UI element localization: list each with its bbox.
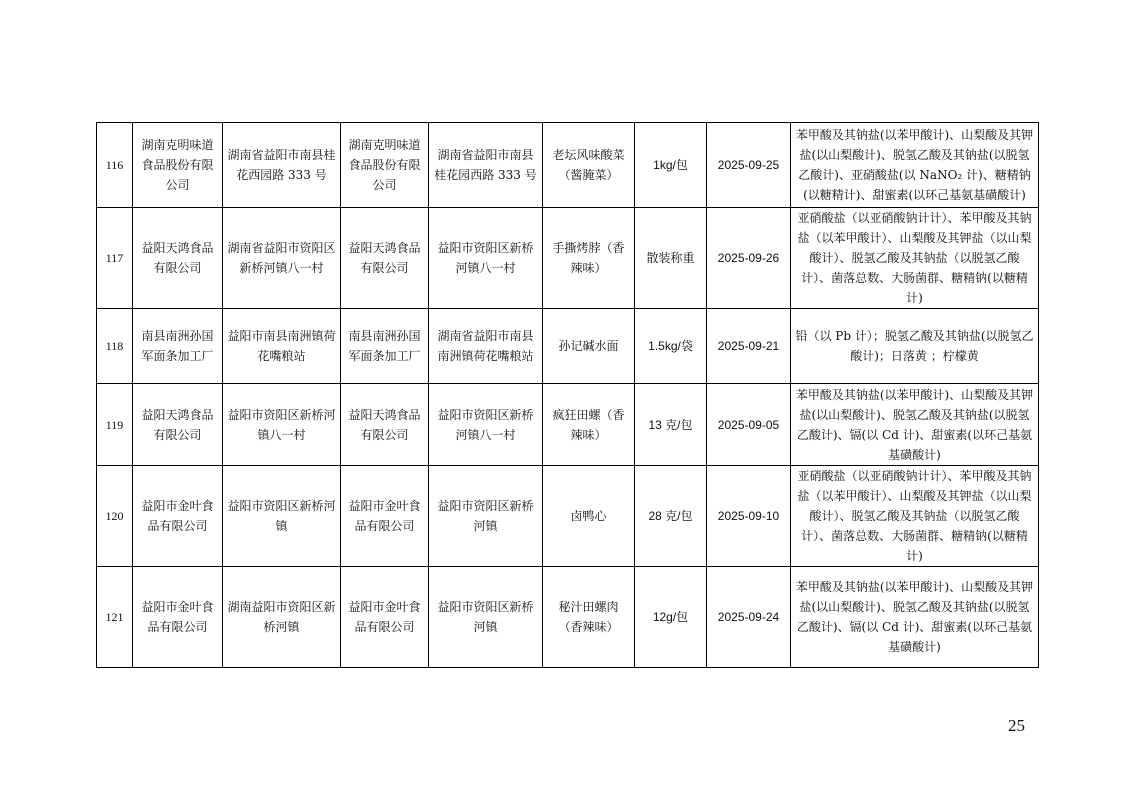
producer-address: 湖南益阳市资阳区新桥河镇 (223, 567, 341, 668)
product-spec: 13 克/包 (635, 384, 707, 466)
table-row (97, 208, 1039, 309)
producer-address: 益阳市资阳区新桥河镇 (223, 466, 341, 567)
row-number: 120 (97, 466, 133, 567)
row-number: 118 (97, 309, 133, 384)
page-number: 25 (1008, 716, 1025, 735)
production-date: 2025-09-10 (707, 466, 791, 567)
production-date: 2025-09-24 (707, 567, 791, 668)
test-items: 苯甲酸及其钠盐(以苯甲酸计)、山梨酸及其钾盐(以山梨酸计)、脱氢乙酸及其钠盐(以脱氢乙酸计)、镉(以 Cd 计)、甜蜜素(以环己基氨基磺酸计) (791, 384, 1039, 466)
product-name: 卤鸭心 (543, 466, 635, 567)
sampled-unit: 益阳天鸿食品有限公司 (341, 384, 429, 466)
sampled-address: 湖南省益阳市南县桂花园西路 333 号 (429, 123, 543, 208)
test-items: 苯甲酸及其钠盐(以苯甲酸计)、山梨酸及其钾盐(以山梨酸计)、脱氢乙酸及其钠盐(以脱氢乙酸计)、亚硝酸盐(以 NaNO₂ 计)、糖精钠(以糖精计)、甜蜜素(以环己基氨基磺酸计) (791, 123, 1039, 208)
sampled-address: 湖南省益阳市南县南洲镇荷花嘴粮站 (429, 309, 543, 384)
producer-name: 益阳天鸿食品有限公司 (133, 208, 223, 309)
sampled-address: 益阳市资阳区新桥河镇八一村 (429, 384, 543, 466)
table-row (97, 123, 1039, 208)
test-items: 亚硝酸盐（以亚硝酸钠计计）、苯甲酸及其钠盐（以苯甲酸计）、山梨酸及其钾盐（以山梨酸计）、脱氢乙酸及其钠盐（以脱氢乙酸计）、菌落总数、大肠菌群、糖精钠(以糖精计) (791, 208, 1039, 309)
production-date: 2025-09-21 (707, 309, 791, 384)
producer-name: 南县南洲孙国军面条加工厂 (133, 309, 223, 384)
product-name: 疯狂田螺（香辣味） (543, 384, 635, 466)
production-date: 2025-09-25 (707, 123, 791, 208)
producer-name: 益阳市金叶食品有限公司 (133, 466, 223, 567)
row-number: 119 (97, 384, 133, 466)
test-items: 铅（以 Pb 计）；脱氢乙酸及其钠盐(以脱氢乙酸计)；日落黄 ；柠檬黄 (791, 309, 1039, 384)
sampled-unit: 益阳市金叶食品有限公司 (341, 466, 429, 567)
product-name: 秘汁田螺肉（香辣味） (543, 567, 635, 668)
row-number: 117 (97, 208, 133, 309)
sampled-address: 益阳市资阳区新桥河镇八一村 (429, 208, 543, 309)
production-date: 2025-09-26 (707, 208, 791, 309)
producer-address: 湖南省益阳市南县桂花西园路 333 号 (223, 123, 341, 208)
table-row (97, 384, 1039, 466)
product-name: 老坛风味酸菜（酱腌菜） (543, 123, 635, 208)
sampled-unit: 益阳天鸿食品有限公司 (341, 208, 429, 309)
row-number: 121 (97, 567, 133, 668)
producer-address: 益阳市资阳区新桥河镇八一村 (223, 384, 341, 466)
row-number: 116 (97, 123, 133, 208)
table-row (97, 567, 1039, 668)
producer-name: 湖南克明味道食品股份有限公司 (133, 123, 223, 208)
product-spec: 1kg/包 (635, 123, 707, 208)
producer-address: 湖南省益阳市资阳区新桥河镇八一村 (223, 208, 341, 309)
test-items: 苯甲酸及其钠盐(以苯甲酸计)、山梨酸及其钾盐(以山梨酸计)、脱氢乙酸及其钠盐(以脱氢乙酸计)、镉(以 Cd 计)、甜蜜素(以环己基氨基磺酸计) (791, 567, 1039, 668)
table-row (97, 466, 1039, 567)
inspection-table (96, 122, 1039, 668)
product-spec: 1.5kg/袋 (635, 309, 707, 384)
test-items: 亚硝酸盐（以亚硝酸钠计计）、苯甲酸及其钠盐（以苯甲酸计）、山梨酸及其钾盐（以山梨酸计）、脱氢乙酸及其钠盐（以脱氢乙酸计）、菌落总数、大肠菌群、糖精钠(以糖精计) (791, 466, 1039, 567)
product-name: 手撕烤脖（香辣味） (543, 208, 635, 309)
sampled-address: 益阳市资阳区新桥河镇 (429, 466, 543, 567)
sampled-address: 益阳市资阳区新桥河镇 (429, 567, 543, 668)
product-spec: 12g/包 (635, 567, 707, 668)
producer-address: 益阳市南县南洲镇荷花嘴粮站 (223, 309, 341, 384)
sampled-unit: 南县南洲孙国军面条加工厂 (341, 309, 429, 384)
producer-name: 益阳天鸿食品有限公司 (133, 384, 223, 466)
sampled-unit: 益阳市金叶食品有限公司 (341, 567, 429, 668)
table-row (97, 309, 1039, 384)
product-spec: 28 克/包 (635, 466, 707, 567)
product-spec: 散装称重 (635, 208, 707, 309)
producer-name: 益阳市金叶食品有限公司 (133, 567, 223, 668)
sampled-unit: 湖南克明味道食品股份有限公司 (341, 123, 429, 208)
product-name: 孙记碱水面 (543, 309, 635, 384)
production-date: 2025-09-05 (707, 384, 791, 466)
